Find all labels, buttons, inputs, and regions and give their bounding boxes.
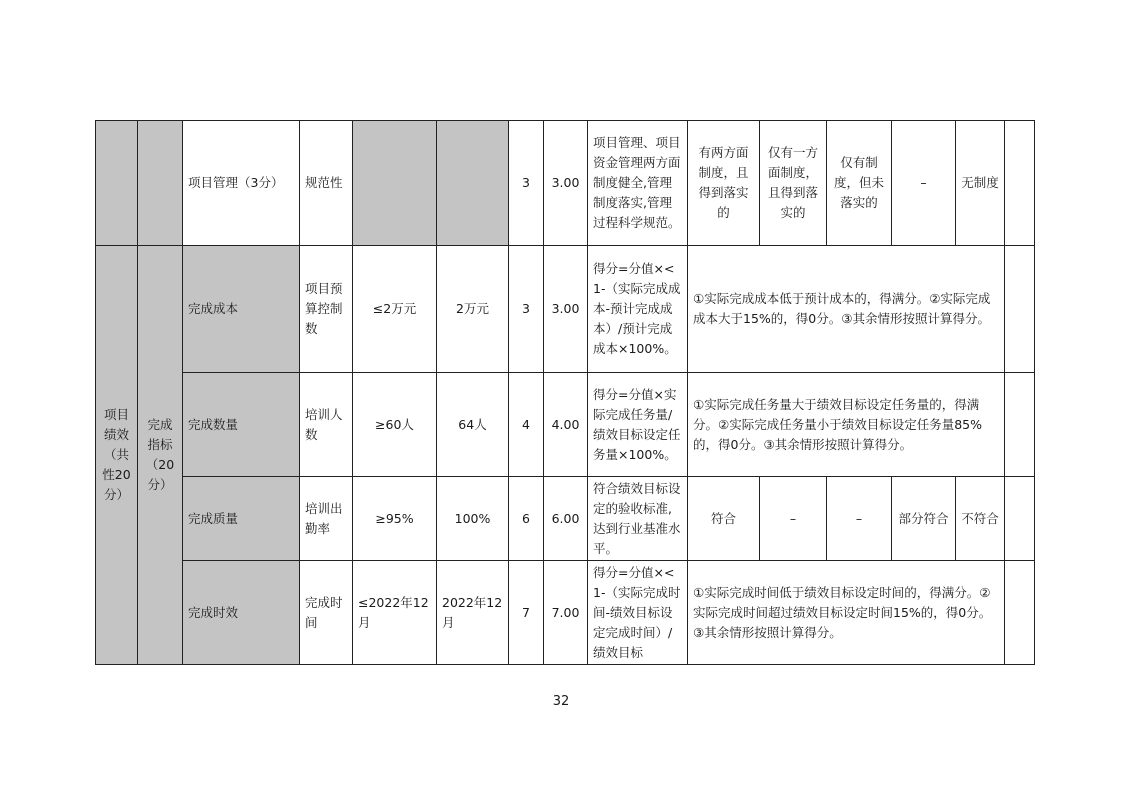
- grade-excellent: 有两方面制度，且得到落实的: [688, 121, 760, 246]
- actual-value: 2万元: [437, 246, 509, 373]
- score: 3.00: [544, 246, 588, 373]
- remark-cell: [1005, 246, 1035, 373]
- grade-fail: 不符合: [956, 477, 1005, 561]
- sub-indicator: 项目预算控制数: [300, 246, 353, 373]
- indicator-description: 项目管理、项目资金管理两方面制度健全,管理制度落实,管理过程科学规范。: [588, 121, 688, 246]
- target-value: ≤2万元: [353, 246, 437, 373]
- category-l1: 项目绩效（共性20分）: [96, 246, 138, 665]
- remark-cell: [1005, 121, 1035, 246]
- remark-cell: [1005, 561, 1035, 665]
- weight: 6: [509, 477, 544, 561]
- score: 4.00: [544, 373, 588, 477]
- actual-value: [437, 121, 509, 246]
- performance-evaluation-table: [95, 120, 1035, 665]
- scoring-criteria: ①实际完成时间低于绩效目标设定时间的，得满分。②实际完成时间超过绩效目标设定时间15%的，得0分。③其余情形按照计算得分。: [688, 561, 1005, 665]
- table-row: [96, 246, 1035, 373]
- target-value: ≤2022年12月: [353, 561, 437, 665]
- target-value: [353, 121, 437, 246]
- indicator-name: 完成成本: [183, 246, 300, 373]
- actual-value: 100%: [437, 477, 509, 561]
- sub-indicator: 完成时间: [300, 561, 353, 665]
- indicator-description: 符合绩效目标设定的验收标准,达到行业基准水平。: [588, 477, 688, 561]
- grade-poor: –: [892, 121, 956, 246]
- table-row: [96, 561, 1035, 665]
- actual-value: 64人: [437, 373, 509, 477]
- indicator-name: 项目管理（3分）: [183, 121, 300, 246]
- grade-fair: –: [827, 477, 892, 561]
- scoring-criteria: ①实际完成任务量大于绩效目标设定任务量的，得满分。②实际完成任务量小于绩效目标设定任务量85%的，得0分。③其余情形按照计算得分。: [688, 373, 1005, 477]
- grade-good: –: [760, 477, 827, 561]
- target-value: ≥60人: [353, 373, 437, 477]
- score: 7.00: [544, 561, 588, 665]
- sub-indicator: 培训出勤率: [300, 477, 353, 561]
- indicator-description: 得分=分值×<1-（实际完成成本-预计完成成本）/预计完成成本×100%。: [588, 246, 688, 373]
- category-l1-cell: [96, 121, 138, 246]
- indicator-description: 得分=分值×实际完成任务量/绩效目标设定任务量×100%。: [588, 373, 688, 477]
- grade-fail: 无制度: [956, 121, 1005, 246]
- grade-poor: 部分符合: [892, 477, 956, 561]
- target-value: ≥95%: [353, 477, 437, 561]
- indicator-name: 完成时效: [183, 561, 300, 665]
- indicator-name: 完成数量: [183, 373, 300, 477]
- weight: 3: [509, 246, 544, 373]
- category-l2: 完成指标（20分）: [138, 246, 183, 665]
- grade-good: 仅有一方面制度，且得到落实的: [760, 121, 827, 246]
- score: 3.00: [544, 121, 588, 246]
- indicator-name: 完成质量: [183, 477, 300, 561]
- remark-cell: [1005, 477, 1035, 561]
- category-l2-cell: [138, 121, 183, 246]
- remark-cell: [1005, 373, 1035, 477]
- weight: 7: [509, 561, 544, 665]
- page-number: 32: [552, 694, 570, 709]
- table-row: [96, 477, 1035, 561]
- grade-fair: 仅有制度，但未落实的: [827, 121, 892, 246]
- score: 6.00: [544, 477, 588, 561]
- weight: 3: [509, 121, 544, 246]
- sub-indicator: 规范性: [300, 121, 353, 246]
- indicator-description: 得分=分值×<1-（实际完成时间-绩效目标设定完成时间）/绩效目标: [588, 561, 688, 665]
- weight: 4: [509, 373, 544, 477]
- table-row: [96, 121, 1035, 246]
- table-row: [96, 373, 1035, 477]
- scoring-criteria: ①实际完成成本低于预计成本的，得满分。②实际完成成本大于15%的，得0分。③其余情形按照计算得分。: [688, 246, 1005, 373]
- grade-excellent: 符合: [688, 477, 760, 561]
- sub-indicator: 培训人数: [300, 373, 353, 477]
- actual-value: 2022年12月: [437, 561, 509, 665]
